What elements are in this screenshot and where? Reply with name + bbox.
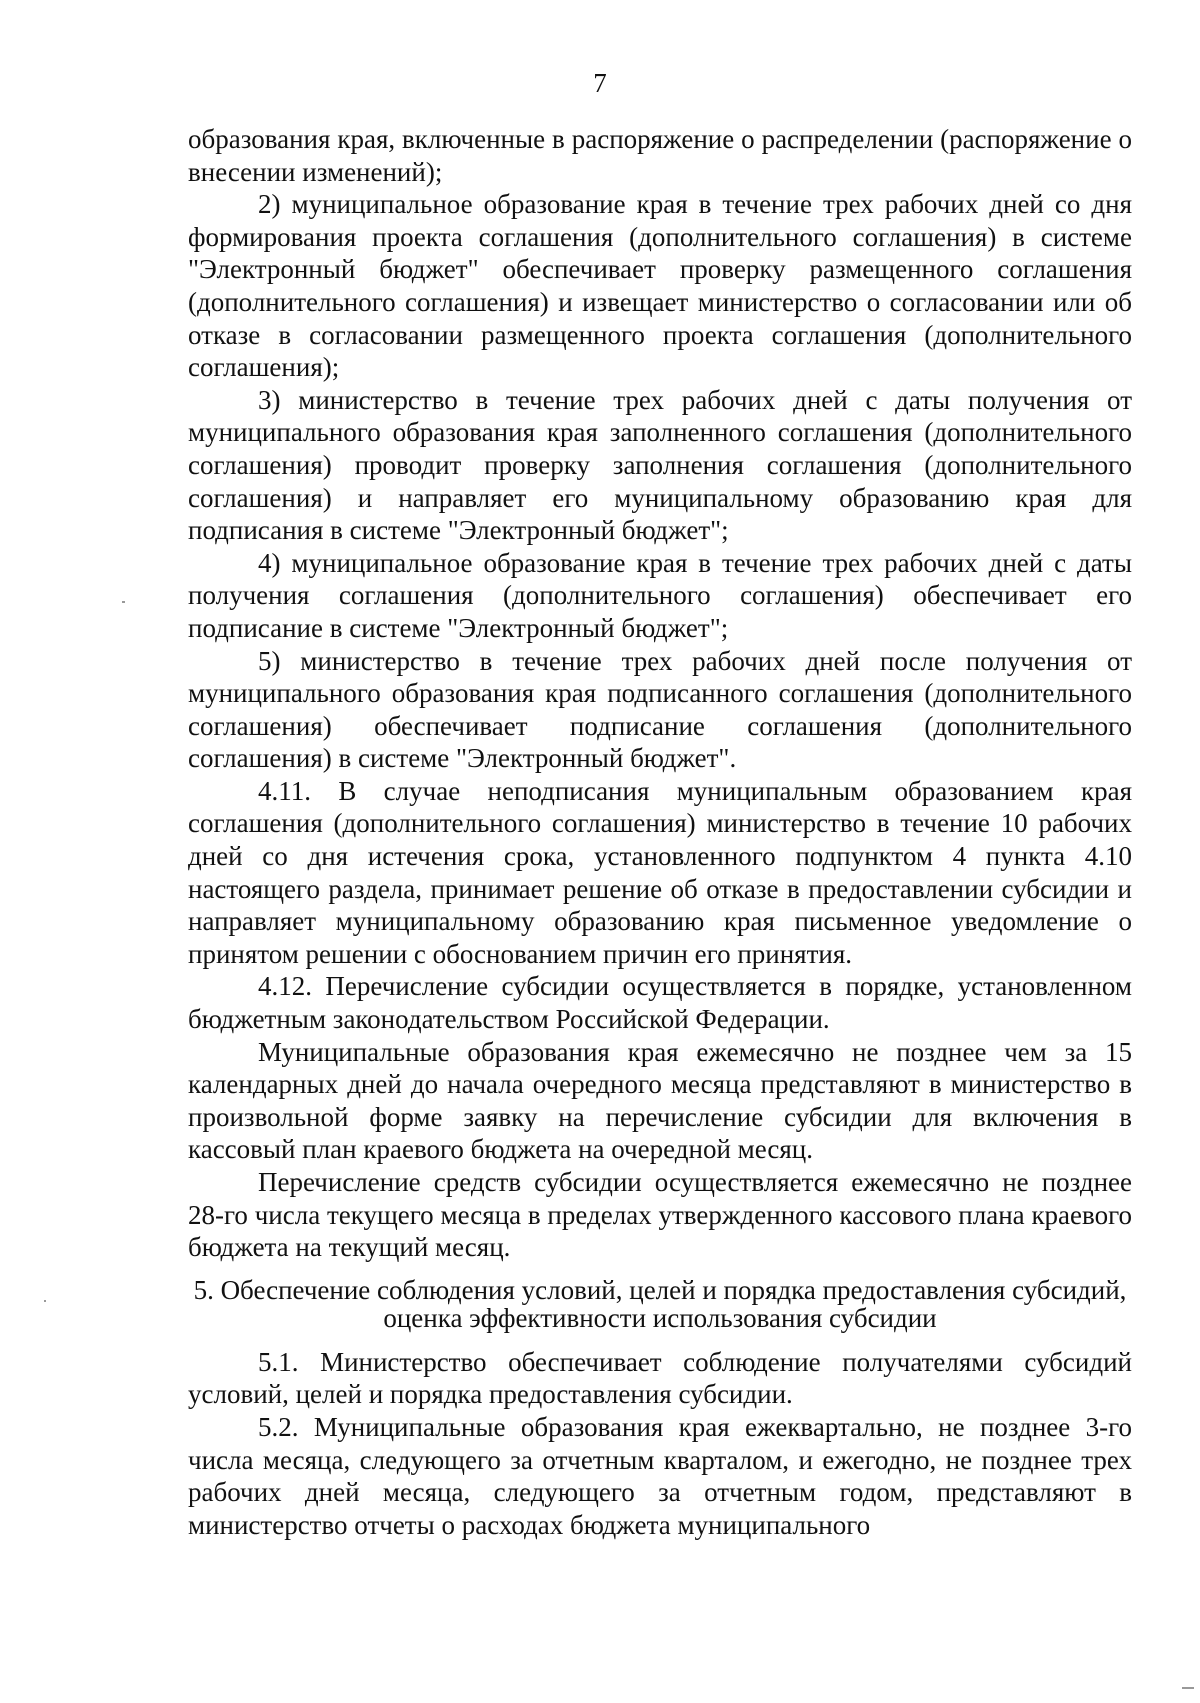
document-paragraph: Перечисление средств субсидии осуществляется ежемесячно не позднее 28-го числа текущего месяца в пределах утвержденного кассового плана краевого бюджета на текущий месяц. <box>188 1167 1132 1263</box>
scan-speck <box>122 601 125 603</box>
document-paragraph: Муниципальные образования края ежемесячно не позднее чем за 15 календарных дней до начала очередного месяца представляют в министерство в произвольной форме заявку на перечисление субсидии для включения в кассовый план краевого бюджета на очередной месяц. <box>188 1036 1132 1165</box>
page-number: 7 <box>593 68 607 98</box>
document-paragraph: 5.2. Муниципальные образования края ежеквартально, не позднее 3-го числа месяца, следующего за отчетным кварталом, и ежегодно, не позднее трех рабочих дней месяца, следующего за отчетным годом, представляют в министерство отчеты о расходах бюджета муниципального <box>188 1411 1132 1540</box>
document-paragraph: образования края, включенные в распоряжение о распределении (распоряжение о внесении изменений); <box>188 124 1132 187</box>
section-heading: 5. Обеспечение соблюдения условий, целей и порядка предоставления субсидий, оценка эффективности использования субсидии <box>193 1274 1127 1333</box>
document-paragraph: 4.12. Перечисление субсидии осуществляется в порядке, установленном бюджетным законодательством Российской Федерации. <box>188 971 1132 1035</box>
document-paragraph: 5.1. Министерство обеспечивает соблюдение получателями субсидий условий, целей и порядка предоставления субсидии. <box>188 1346 1132 1410</box>
document-paragraph: 5) министерство в течение трех рабочих дней после получения от муниципального образования края подписанного соглашения (дополнительного соглашения) обеспечивает подписание соглашения (дополнительного соглашения) в системе "Электронный бюджет". <box>188 645 1132 774</box>
paragraphs-before-heading <box>188 123 1132 1264</box>
document-paragraph: 4.11. В случае неподписания муниципальным образованием края соглашения (дополнительного соглашения) министерство в течение 10 рабочих дней со дня истечения срока, установленного подпунктом 4 пункта 4.10 настоящего раздела, принимает решение об отказе в предоставлении субсидии и направляет муниципальному образованию края письменное уведомление о принятом решении с обоснованием причин его принятия. <box>188 775 1132 969</box>
document-paragraph: 4) муниципальное образование края в течение трех рабочих дней с даты получения соглашения (дополнительного соглашения) обеспечивает его подписание в системе "Электронный бюджет"; <box>188 547 1132 643</box>
scan-speck <box>44 1300 46 1302</box>
document-paragraph: 2) муниципальное образование края в течение трех рабочих дней со дня формирования проекта соглашения (дополнительного соглашения) в системе "Электронный бюджет" обеспечивает проверку размещенного соглашения (дополнительного соглашения) и извещает министерство о согласовании или об отказе в согласовании размещенного проекта соглашения (дополнительного соглашения); <box>188 189 1132 383</box>
document-body <box>188 123 1132 1541</box>
scan-speck <box>1182 1687 1194 1689</box>
document-paragraph: 3) министерство в течение трех рабочих дней с даты получения от муниципального образования края заполненного соглашения (дополнительного соглашения) проводит проверку заполнения соглашения (дополнительного соглашения) и направляет его муниципальному образованию края для подписания в системе "Электронный бюджет"; <box>188 384 1132 546</box>
paragraphs-after-heading <box>188 1346 1132 1542</box>
